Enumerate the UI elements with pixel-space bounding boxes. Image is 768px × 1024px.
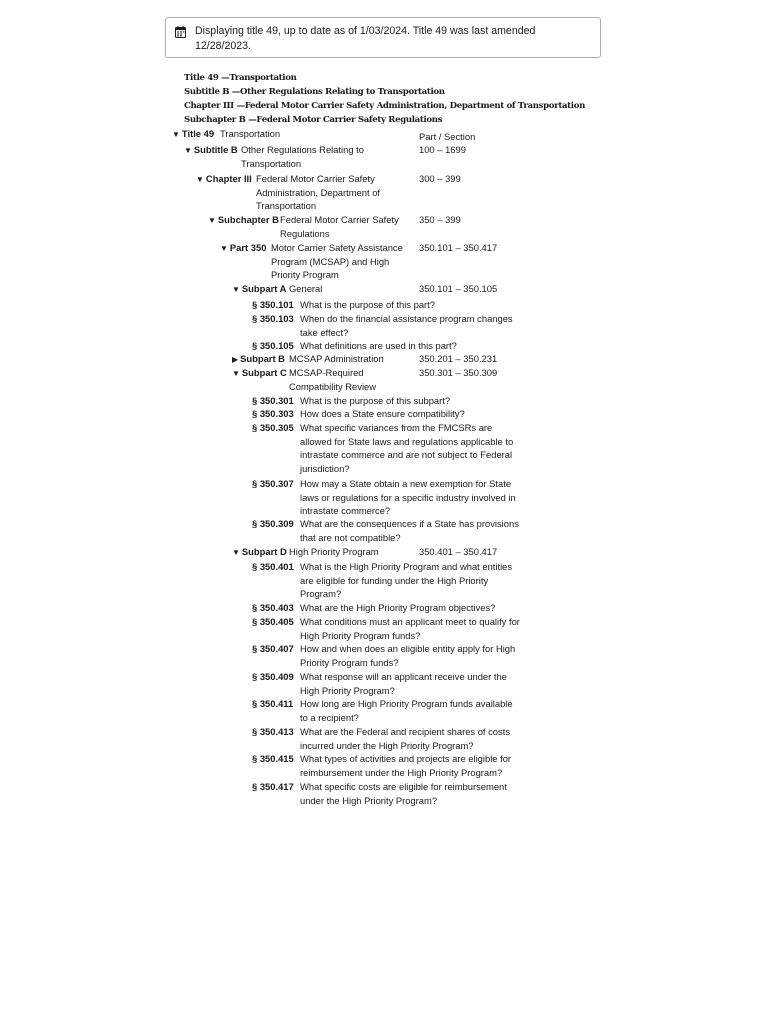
section-number[interactable]: § 350.305 [252, 422, 294, 433]
hierarchy-chapter[interactable]: Chapter III —Federal Motor Carrier Safety Administration, Department of Transportation [184, 101, 585, 111]
toc-node-label[interactable]: ▼ Subchapter B [208, 214, 279, 225]
section-number[interactable]: § 350.307 [252, 478, 294, 489]
section-number[interactable]: § 350.403 [252, 602, 294, 613]
section-number[interactable]: § 350.413 [252, 726, 294, 737]
section-title[interactable]: How does a State ensure compatibility? [300, 408, 465, 419]
section-title[interactable]: How long are High Priority Program funds available to a recipient? [300, 698, 513, 723]
section-title[interactable]: What is the purpose of this part? [300, 299, 435, 310]
section-title[interactable]: What are the consequences if a State has provisions that are not compatible? [300, 518, 519, 543]
section-number[interactable]: § 350.415 [252, 753, 294, 764]
toc-node-title[interactable]: Federal Motor Carrier Safety Regulations [280, 214, 399, 239]
toc-node-title[interactable]: MCSAP-Required Compatibility Review [289, 367, 377, 392]
toc-node-title[interactable]: Motor Carrier Safety Assistance Program (MCSAP) and High Priority Program [271, 242, 403, 281]
hierarchy-subchapter[interactable]: Subchapter B —Federal Motor Carrier Safety Regulations [184, 115, 443, 125]
section-number[interactable]: § 350.101 [252, 299, 294, 310]
expand-triangle-icon[interactable]: ▼ [220, 244, 228, 253]
part-section-header: Part / Section [419, 131, 476, 142]
toc-node-title[interactable]: Other Regulations Relating to Transportation [241, 144, 364, 169]
toc-node-label[interactable]: ▼ Chapter III [196, 173, 252, 184]
section-title[interactable]: What are the High Priority Program objectives? [300, 602, 496, 613]
toc-node-range: 350.201 – 350.231 [419, 353, 498, 364]
toc-node-range: 350 – 399 [419, 214, 461, 225]
section-title[interactable]: How may a State obtain a new exemption for State laws or regulations for a specific industry involved in intrastate commerce? [300, 478, 516, 517]
toc-node-title[interactable]: High Priority Program [289, 546, 379, 557]
section-number[interactable]: § 350.401 [252, 561, 294, 572]
toc-node-range: 350.101 – 350.417 [419, 242, 498, 253]
calendar-icon [175, 26, 186, 38]
expand-triangle-icon[interactable]: ▼ [232, 548, 240, 557]
toc-node-label[interactable]: ▼ Subpart D [232, 546, 287, 557]
expand-triangle-icon[interactable]: ▼ [184, 146, 192, 155]
expand-triangle-icon[interactable]: ▼ [232, 285, 240, 294]
section-number[interactable]: § 350.405 [252, 616, 294, 627]
expand-triangle-icon[interactable]: ▼ [232, 369, 240, 378]
toc-node-label[interactable]: ▼ Subpart A [232, 283, 287, 294]
toc-node-label[interactable]: ▼ Subtitle B [184, 144, 238, 155]
toc-node-range: 350.301 – 350.309 [419, 367, 498, 378]
section-title[interactable]: What specific variances from the FMCSRs are allowed for State laws and regulations applicable to intrastate commerce and are not subject to Federal jurisdiction? [300, 422, 514, 475]
section-number[interactable]: § 350.409 [252, 671, 294, 682]
section-title[interactable]: What is the High Priority Program and what entities are eligible for funding under the High Priority Program? [300, 561, 513, 600]
toc-node-title[interactable]: General [289, 283, 323, 294]
section-title[interactable]: What are the Federal and recipient shares of costs incurred under the High Priority Program? [300, 726, 511, 751]
toc-node-label[interactable]: ▼ Title 49 [172, 128, 215, 139]
section-number[interactable]: § 350.301 [252, 395, 294, 406]
expand-triangle-icon[interactable]: ▼ [172, 130, 180, 139]
hierarchy-title[interactable]: Title 49 —Transportation [184, 73, 297, 83]
toc-node-label[interactable]: ▶ Subpart B [232, 353, 285, 364]
toc-node-range: 100 – 1699 [419, 144, 466, 155]
date-notice-text: Displaying title 49, up to date as of 1/03/2024. Title 49 was last amended 12/28/2023. [195, 25, 536, 52]
section-title[interactable]: What types of activities and projects are eligible for reimbursement under the High Priority Program? [300, 753, 512, 778]
section-number[interactable]: § 350.105 [252, 340, 294, 351]
date-notice-banner [165, 17, 601, 58]
toc-node-title[interactable]: Transportation [220, 128, 281, 139]
hierarchy-subtitle[interactable]: Subtitle B —Other Regulations Relating to Transportation [184, 87, 445, 97]
section-number[interactable]: § 350.411 [252, 698, 294, 709]
section-number[interactable]: § 350.407 [252, 643, 294, 654]
section-title[interactable]: What definitions are used in this part? [300, 340, 457, 351]
toc-node-range: 350.101 – 350.105 [419, 283, 498, 294]
section-number[interactable]: § 350.417 [252, 781, 294, 792]
toc-node-title[interactable]: Federal Motor Carrier Safety Administration, Department of Transportation [256, 173, 381, 212]
section-title[interactable]: What conditions must an applicant meet to qualify for High Priority Program funds? [300, 616, 520, 641]
toc-node-label[interactable]: ▼ Subpart C [232, 367, 287, 378]
section-title[interactable]: When do the financial assistance program changes take effect? [300, 313, 513, 338]
expand-triangle-icon[interactable]: ▼ [208, 216, 216, 225]
toc-node-label[interactable]: ▼ Part 350 [220, 242, 267, 253]
section-title[interactable]: What specific costs are eligible for reimbursement under the High Priority Program? [300, 781, 507, 806]
section-number[interactable]: § 350.103 [252, 313, 294, 324]
collapse-triangle-icon[interactable]: ▶ [232, 355, 239, 364]
section-number[interactable]: § 350.303 [252, 408, 294, 419]
hierarchy-breadcrumb [184, 71, 585, 127]
toc-node-range: 350.401 – 350.417 [419, 546, 498, 557]
section-title[interactable]: How and when does an eligible entity apply for High Priority Program funds? [300, 643, 516, 668]
toc-node-title[interactable]: MCSAP Administration [289, 353, 384, 364]
section-title[interactable]: What is the purpose of this subpart? [300, 395, 451, 406]
section-title[interactable]: What response will an applicant receive under the High Priority Program? [300, 671, 507, 696]
expand-triangle-icon[interactable]: ▼ [196, 175, 204, 184]
section-number[interactable]: § 350.309 [252, 518, 294, 529]
toc-node-range: 300 – 399 [419, 173, 461, 184]
